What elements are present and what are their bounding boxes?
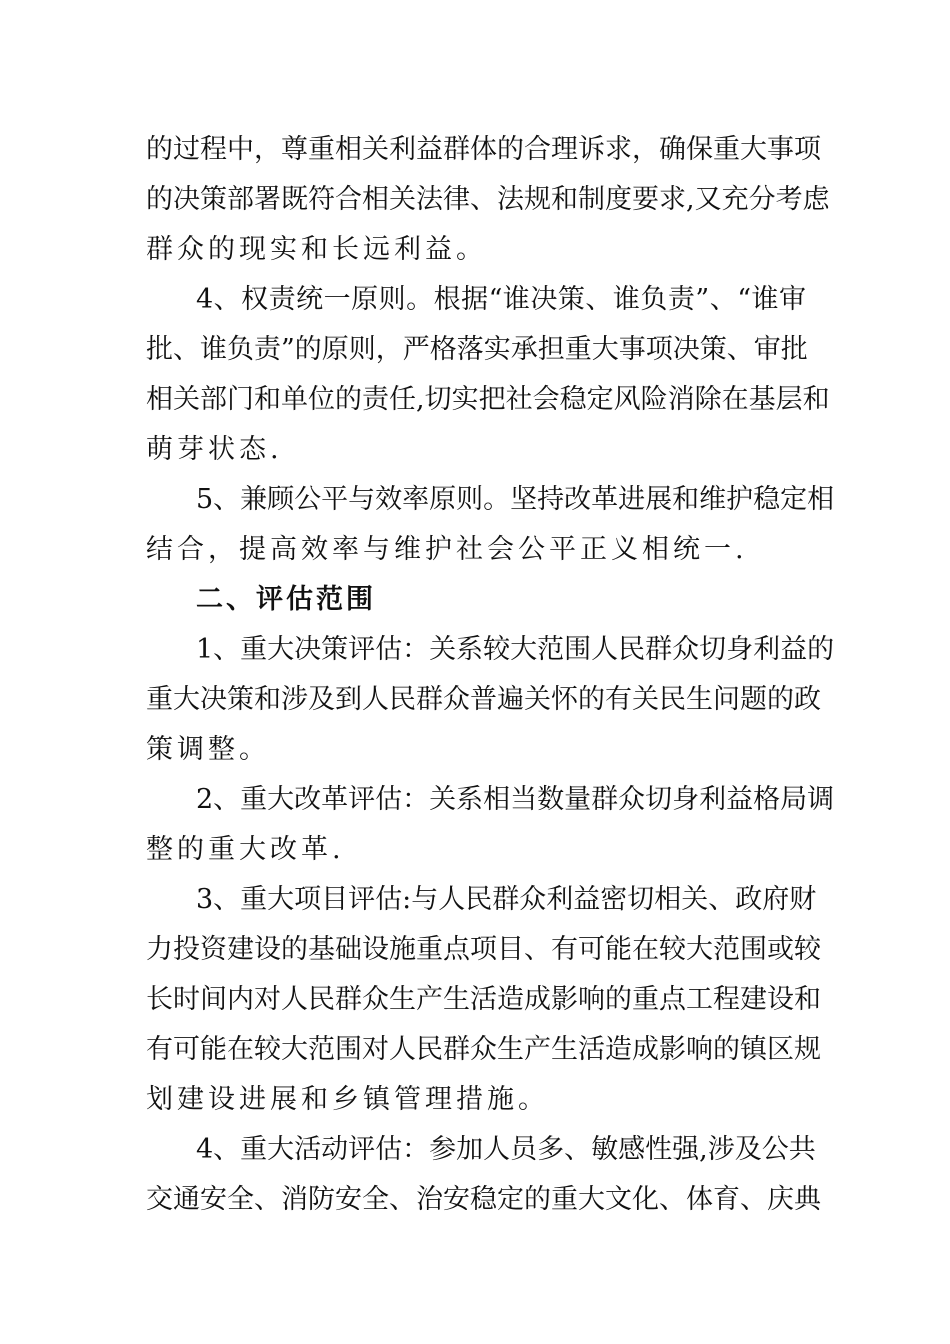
body-text-line: 批、谁负责”的原则，严格落实承担重大事项决策、审批 [146, 334, 808, 365]
body-text-line: 群众的现实和长远利益。 [146, 234, 487, 265]
body-text-line: 重大决策和涉及到人民群众普遍关怀的有关民生问题的政 [146, 684, 821, 715]
body-text-line: 划建设进展和乡镇管理措施。 [146, 1084, 549, 1115]
body-text-line: 的过程中，尊重相关利益群体的合理诉求，确保重大事项 [146, 134, 821, 165]
body-text-line: 长时间内对人民群众生产生活造成影响的重点工程建设和 [146, 984, 821, 1015]
principle-4-line: 4、权责统一原则。根据“谁决策、谁负责”、“谁审 [196, 284, 806, 315]
section-heading: 二、评估范围 [196, 584, 376, 615]
body-text-line: 整的重大改革. [146, 834, 345, 865]
body-text-line: 结合，提高效率与维护社会公平正义相统一. [146, 534, 748, 565]
scope-1-line: 1、重大决策评估：关系较大范围人民群众切身利益的 [196, 634, 835, 665]
body-text-line: 力投资建设的基础设施重点项目、有可能在较大范围或较 [146, 934, 821, 965]
principle-5-line: 5、兼顾公平与效率原则。坚持改革进展和维护稳定相 [196, 484, 835, 515]
body-text-line: 交通安全、消防安全、治安稳定的重大文化、体育、庆典 [146, 1184, 821, 1215]
body-text-line: 有可能在较大范围对人民群众生产生活造成影响的镇区规 [146, 1034, 821, 1065]
body-text-line: 萌芽状态. [146, 434, 283, 465]
scope-4-line: 4、重大活动评估：参加人员多、敏感性强,涉及公共 [196, 1134, 816, 1165]
body-text-line: 相关部门和单位的责任,切实把社会稳定风险消除在基层和 [146, 384, 830, 415]
scope-3-line: 3、重大项目评估:与人民群众利益密切相关、政府财 [196, 884, 817, 915]
body-text-line: 策调整。 [146, 734, 270, 765]
body-text-line: 的决策部署既符合相关法律、法规和制度要求,又充分考虑 [146, 184, 830, 215]
scope-2-line: 2、重大改革评估：关系相当数量群众切身利益格局调 [196, 784, 835, 815]
